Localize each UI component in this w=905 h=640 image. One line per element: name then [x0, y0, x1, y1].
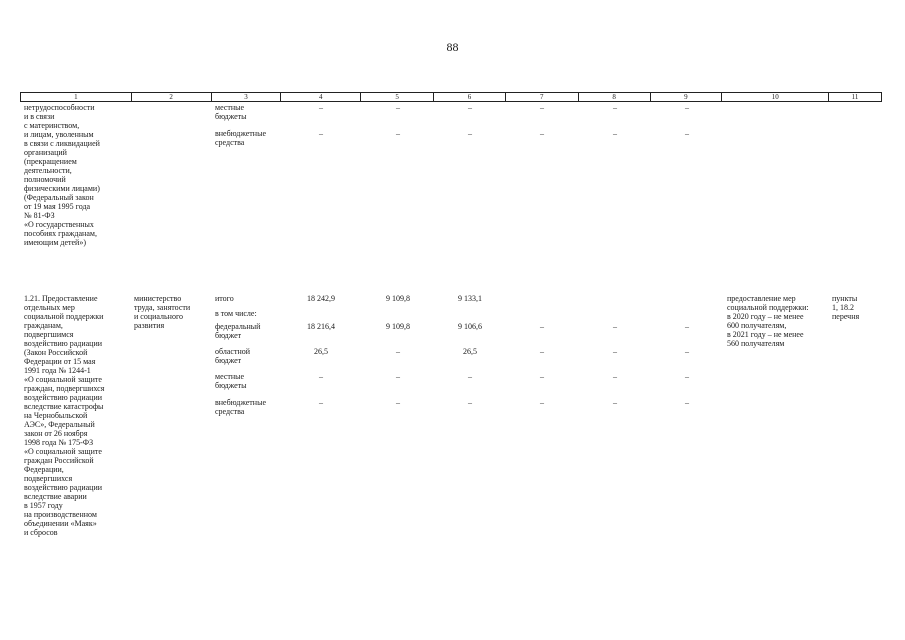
header-cell-10: 10 — [722, 93, 829, 101]
block2-local-v9: – — [685, 372, 689, 381]
block2-federal-v8: – — [613, 322, 617, 331]
header-cell-9: 9 — [651, 93, 723, 101]
block1-description: нетрудоспособности и в связи с материнством, и лицам, уволенным в связи с ликвидацией организаций (прекращением деятельности, полномочий физическими лицами) (Федеральный закон от 19 мая 1995 года № 81-ФЗ «О государственных пособиях гражданам, имеющим детей») — [24, 103, 100, 247]
block2-offbudget-v8: – — [613, 398, 617, 407]
block2-offbudget-v9: – — [685, 398, 689, 407]
block2-local-v4: – — [319, 372, 323, 381]
block2-source-local: местные бюджеты — [215, 372, 247, 390]
block2-total-v5: 9 109,8 — [386, 294, 410, 303]
header-cell-8: 8 — [579, 93, 651, 101]
header-cell-3: 3 — [212, 93, 282, 101]
block2-local-v6: – — [468, 372, 472, 381]
block1-offbudget-v5: – — [396, 129, 400, 138]
header-cell-7: 7 — [506, 93, 579, 101]
header-cell-2: 2 — [132, 93, 212, 101]
block1-offbudget-v8: – — [613, 129, 617, 138]
block2-local-v8: – — [613, 372, 617, 381]
block1-local-v9: – — [685, 103, 689, 112]
block2-regional-v6: 26,5 — [463, 347, 477, 356]
block2-federal-v6: 9 106,6 — [458, 322, 482, 331]
block2-offbudget-v7: – — [540, 398, 544, 407]
table-header-row — [20, 92, 882, 102]
block1-offbudget-v6: – — [468, 129, 472, 138]
header-cell-6: 6 — [434, 93, 506, 101]
block2-result: предоставление мер социальной поддержки: в 2020 году – не менее 600 получателям, в 2021 году – не менее 560 получателям — [727, 294, 809, 348]
block1-source-offbudget: внебюджетные средства — [215, 129, 266, 147]
block2-reference: пункты 1, 18.2 перечня — [832, 294, 860, 321]
block2-regional-v8: – — [613, 347, 617, 356]
header-cell-1: 1 — [21, 93, 132, 101]
block2-regional-v9: – — [685, 347, 689, 356]
page-number: 88 — [446, 40, 459, 54]
block1-local-v7: – — [540, 103, 544, 112]
block2-responsible: министерство труда, занятости и социального развития — [134, 294, 191, 330]
block2-regional-v7: – — [540, 347, 544, 356]
block2-source-federal: федеральный бюджет — [215, 322, 261, 340]
block2-regional-v4: 26,5 — [314, 347, 328, 356]
block1-offbudget-v4: – — [319, 129, 323, 138]
header-cell-5: 5 — [361, 93, 434, 101]
header-cell-11: 11 — [851, 93, 859, 101]
block2-local-v7: – — [540, 372, 544, 381]
block1-local-v5: – — [396, 103, 400, 112]
block1-local-v6: – — [468, 103, 472, 112]
block2-description: 1.21. Предоставление отдельных мер социальной поддержки гражданам, подвергшимся воздействию радиации (Закон Российской Федерации от 15 мая 1991 года № 1244-1 «О социальной защите граждан, подвергшихся воздействию радиации вследствие катастрофы на Чернобыльской АЭС», Федеральный закон от 26 ноября 1998 года № 175-ФЗ «О социальной защите граждан Российской Федерации, подвергшихся воздействию радиации вследствие аварии в 1957 году на производственном объединении «Маяк» и сбросов — [24, 294, 105, 537]
block2-source-offbudget: внебюджетные средства — [215, 398, 266, 416]
block1-offbudget-v7: – — [540, 129, 544, 138]
block2-offbudget-v6: – — [468, 398, 472, 407]
block2-federal-v9: – — [685, 322, 689, 331]
block2-federal-v7: – — [540, 322, 544, 331]
block2-regional-v5: – — [396, 347, 400, 356]
block2-total-v6: 9 133,1 — [458, 294, 482, 303]
block2-local-v5: – — [396, 372, 400, 381]
block2-offbudget-v4: – — [319, 398, 323, 407]
block2-source-including: в том числе: — [215, 309, 257, 318]
block2-source-total: итого — [215, 294, 234, 303]
block1-offbudget-v9: – — [685, 129, 689, 138]
block1-source-local: местные бюджеты — [215, 103, 247, 121]
block1-local-v4: – — [319, 103, 323, 112]
header-cell-4: 4 — [281, 93, 361, 101]
block2-total-v4: 18 242,9 — [307, 294, 335, 303]
block2-source-regional: областной бюджет — [215, 347, 251, 365]
block2-offbudget-v5: – — [396, 398, 400, 407]
block1-local-v8: – — [613, 103, 617, 112]
block2-federal-v5: 9 109,8 — [386, 322, 410, 331]
block2-federal-v4: 18 216,4 — [307, 322, 335, 331]
